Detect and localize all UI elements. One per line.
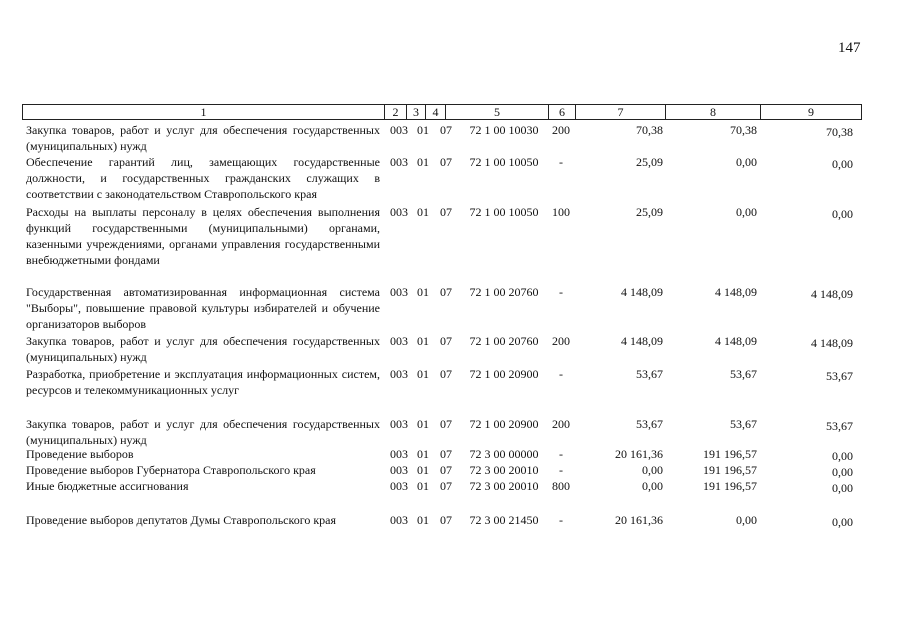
row-cell-c2: 003	[390, 285, 408, 299]
row-cell-c6: -	[559, 285, 563, 299]
row-cell-c9: 70,38	[826, 125, 853, 139]
row-cell-c2: 003	[390, 334, 408, 348]
row-cell-c4: 07	[440, 463, 452, 477]
row-name: Закупка товаров, работ и услуг для обеспечения государственных (муниципальных) нужд	[26, 334, 380, 364]
row-name: Расходы на выплаты персоналу в целях обеспечения выполнения функций государственными (муниципальными) органами, казенными учреждениями, органами управления государственными внебюджетными фондами	[26, 205, 380, 267]
row-cell-c2: 003	[390, 463, 408, 477]
header-cell-1: 1	[23, 105, 385, 119]
row-cell-c4: 07	[440, 334, 452, 348]
row-cell-c4: 07	[440, 479, 452, 493]
row-name: Государственная автоматизированная информационная система "Выборы", повышение правовой культуры избирателей и обучение организаторов выборов	[26, 285, 380, 331]
row-cell-c6: -	[559, 155, 563, 169]
row-cell-c6: 200	[552, 123, 570, 137]
row-cell-c3: 01	[417, 463, 429, 477]
header-cell-5: 5	[446, 105, 549, 119]
row-name: Обеспечение гарантий лиц, замещающих государственные должности, и государственных гражданских служащих в соответствии с законодательством Ставропольского края	[26, 155, 380, 201]
row-cell-c8: 0,00	[736, 205, 757, 219]
row-cell-c6: 200	[552, 417, 570, 431]
row-cell-c4: 07	[440, 285, 452, 299]
row-name: Закупка товаров, работ и услуг для обеспечения государственных (муниципальных) нужд	[26, 417, 380, 447]
row-cell-c9: 0,00	[832, 515, 853, 529]
row-cell-c5: 72 1 00 20760	[469, 285, 539, 299]
row-cell-c4: 07	[440, 367, 452, 381]
row-cell-c5: 72 1 00 10050	[469, 205, 539, 219]
row-cell-c6: -	[559, 463, 563, 477]
header-cell-4: 4	[426, 105, 446, 119]
row-name: Проведение выборов депутатов Думы Ставропольского края	[26, 513, 337, 527]
row-cell-c5: 72 1 00 20760	[469, 334, 539, 348]
row-cell-c5: 72 1 00 20900	[469, 367, 539, 381]
row-cell-c4: 07	[440, 123, 452, 137]
row-cell-c2: 003	[390, 205, 408, 219]
row-cell-c7: 0,00	[642, 479, 663, 493]
row-cell-c3: 01	[417, 417, 429, 431]
row-cell-c7: 53,67	[636, 417, 663, 431]
row-cell-c6: 800	[552, 479, 570, 493]
row-cell-c7: 53,67	[636, 367, 663, 381]
row-cell-c6: -	[559, 513, 563, 527]
row-cell-c3: 01	[417, 513, 429, 527]
header-cell-2: 2	[385, 105, 407, 119]
row-cell-c6: 100	[552, 205, 570, 219]
row-cell-c4: 07	[440, 205, 452, 219]
row-cell-c6: -	[559, 447, 563, 461]
header-cell-6: 6	[549, 105, 576, 119]
row-cell-c9: 4 148,09	[811, 287, 853, 301]
row-cell-c7: 4 148,09	[621, 285, 663, 299]
row-cell-c8: 0,00	[736, 155, 757, 169]
row-cell-c2: 003	[390, 123, 408, 137]
row-cell-c5: 72 1 00 10030	[469, 123, 539, 137]
row-cell-c7: 20 161,36	[615, 447, 663, 461]
row-cell-c5: 72 3 00 20010	[469, 463, 539, 477]
row-cell-c3: 01	[417, 123, 429, 137]
row-cell-c3: 01	[417, 205, 429, 219]
row-cell-c3: 01	[417, 155, 429, 169]
header-cell-7: 7	[576, 105, 666, 119]
row-cell-c8: 191 196,57	[703, 463, 757, 477]
row-cell-c3: 01	[417, 367, 429, 381]
header-cell-3: 3	[407, 105, 426, 119]
row-cell-c2: 003	[390, 479, 408, 493]
header-cell-8: 8	[666, 105, 761, 119]
row-cell-c6: 200	[552, 334, 570, 348]
row-cell-c8: 191 196,57	[703, 479, 757, 493]
header-cell-9: 9	[808, 105, 814, 119]
row-cell-c4: 07	[440, 417, 452, 431]
row-cell-c9: 0,00	[832, 481, 853, 495]
row-cell-c2: 003	[390, 513, 408, 527]
row-cell-c8: 191 196,57	[703, 447, 757, 461]
row-cell-c9: 0,00	[832, 207, 853, 221]
row-name: Проведение выборов Губернатора Ставропольского края	[26, 463, 316, 477]
row-cell-c7: 4 148,09	[621, 334, 663, 348]
row-cell-c5: 72 1 00 20900	[469, 417, 539, 431]
row-cell-c4: 07	[440, 447, 452, 461]
row-name: Разработка, приобретение и эксплуатация информационных систем, ресурсов и телекоммуникационных услуг	[26, 367, 380, 397]
row-cell-c2: 003	[390, 367, 408, 381]
row-cell-c7: 70,38	[636, 123, 663, 137]
row-name: Иные бюджетные ассигнования	[26, 479, 189, 493]
row-cell-c8: 4 148,09	[715, 285, 757, 299]
row-cell-c5: 72 3 00 20010	[469, 479, 539, 493]
row-cell-c8: 4 148,09	[715, 334, 757, 348]
row-cell-c7: 0,00	[642, 463, 663, 477]
row-name: Закупка товаров, работ и услуг для обеспечения государственных (муниципальных) нужд	[26, 123, 380, 153]
row-cell-c3: 01	[417, 285, 429, 299]
row-cell-c4: 07	[440, 513, 452, 527]
row-cell-c5: 72 3 00 00000	[469, 447, 539, 461]
row-cell-c7: 25,09	[636, 155, 663, 169]
row-cell-c6: -	[559, 367, 563, 381]
page-number: 147	[838, 40, 861, 56]
row-cell-c3: 01	[417, 479, 429, 493]
row-cell-c3: 01	[417, 447, 429, 461]
row-cell-c8: 53,67	[730, 367, 757, 381]
row-cell-c9: 0,00	[832, 449, 853, 463]
row-cell-c5: 72 3 00 21450	[469, 513, 539, 527]
row-cell-c7: 25,09	[636, 205, 663, 219]
row-cell-c8: 70,38	[730, 123, 757, 137]
row-cell-c2: 003	[390, 447, 408, 461]
row-name: Проведение выборов	[26, 447, 134, 461]
table-header	[22, 104, 862, 120]
row-cell-c9: 53,67	[826, 369, 853, 383]
row-cell-c9: 0,00	[832, 465, 853, 479]
row-cell-c8: 0,00	[736, 513, 757, 527]
row-cell-c9: 53,67	[826, 419, 853, 433]
row-cell-c3: 01	[417, 334, 429, 348]
row-cell-c9: 0,00	[832, 157, 853, 171]
row-cell-c2: 003	[390, 417, 408, 431]
row-cell-c2: 003	[390, 155, 408, 169]
row-cell-c5: 72 1 00 10050	[469, 155, 539, 169]
row-cell-c8: 53,67	[730, 417, 757, 431]
row-cell-c7: 20 161,36	[615, 513, 663, 527]
row-cell-c9: 4 148,09	[811, 336, 853, 350]
row-cell-c4: 07	[440, 155, 452, 169]
